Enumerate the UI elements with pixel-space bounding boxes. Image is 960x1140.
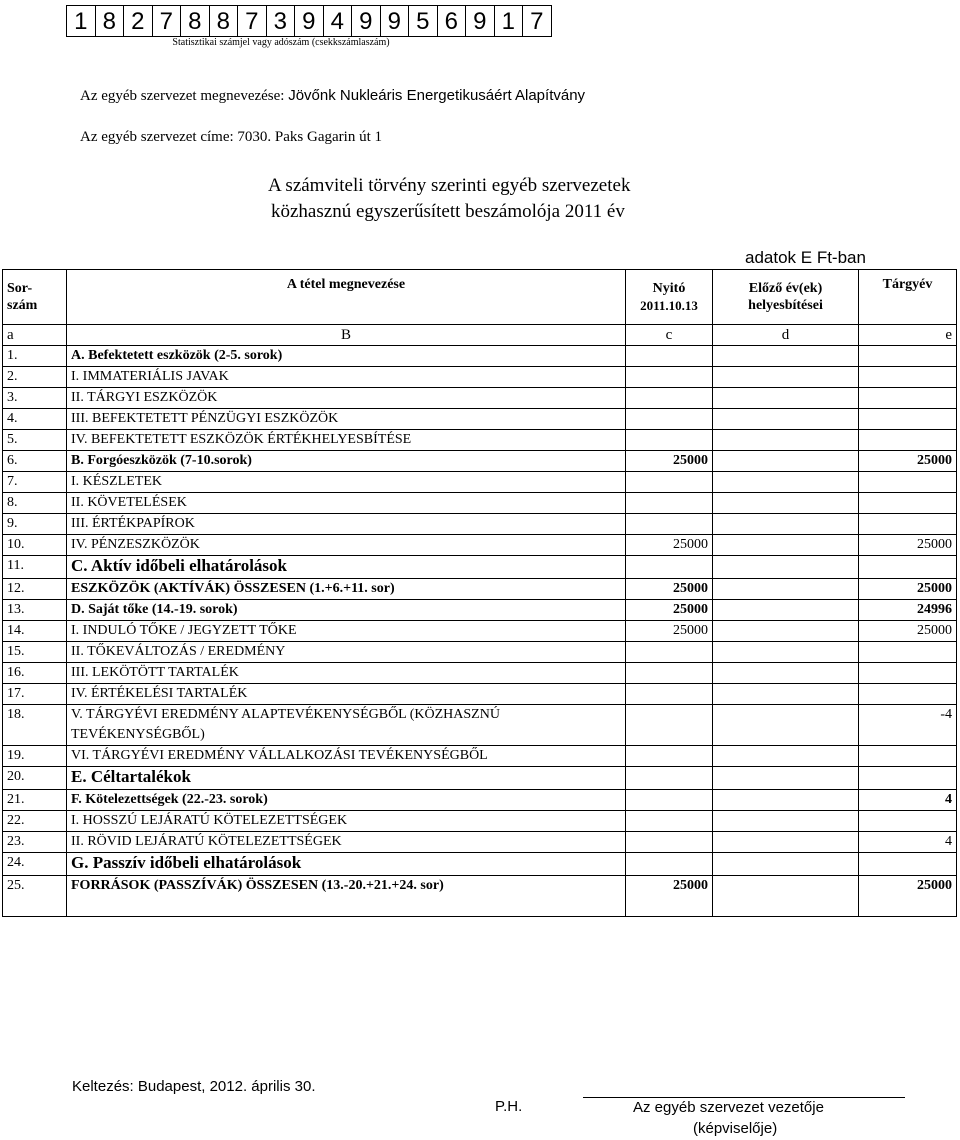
table-row <box>3 579 957 600</box>
row-number: 14. <box>3 621 67 642</box>
opening-value <box>626 346 713 367</box>
row-number: 23. <box>3 832 67 853</box>
item-name: IV. PÉNZESZKÖZÖK <box>67 535 626 556</box>
row-number: 13. <box>3 600 67 621</box>
id-digit-cell: 7 <box>153 6 182 36</box>
item-name: II. TŐKEVÁLTOZÁS / EREDMÉNY <box>67 642 626 663</box>
table-row <box>3 705 957 746</box>
table-row <box>3 514 957 535</box>
col-letter-a: a <box>3 325 67 346</box>
opening-value <box>626 663 713 684</box>
current-year-value: 25000 <box>859 579 957 600</box>
table-row <box>3 600 957 621</box>
opening-value <box>626 832 713 853</box>
row-number: 1. <box>3 346 67 367</box>
opening-value <box>626 409 713 430</box>
current-year-value <box>859 642 957 663</box>
row-number: 17. <box>3 684 67 705</box>
item-name: D. Saját tőke (14.-19. sorok) <box>67 600 626 621</box>
current-year-value <box>859 767 957 790</box>
id-digit-cell: 3 <box>267 6 296 36</box>
item-name: E. Céltartalékok <box>67 767 626 790</box>
current-year-value <box>859 684 957 705</box>
row-number: 12. <box>3 579 67 600</box>
col-letter-b: B <box>67 325 626 346</box>
row-number: 15. <box>3 642 67 663</box>
statistical-number-label: Statisztikai számjel vagy adószám (csekkszámlaszám) <box>172 37 390 48</box>
corrections-value <box>713 493 859 514</box>
table-row <box>3 493 957 514</box>
opening-value <box>626 493 713 514</box>
header-opening <box>626 270 713 325</box>
row-number: 5. <box>3 430 67 451</box>
org-name: Jövőnk Nukleáris Energetikusáért Alapítvány <box>288 87 586 104</box>
opening-value <box>626 556 713 579</box>
signature-line <box>583 1097 905 1098</box>
row-number: 25. <box>3 876 67 917</box>
table-row <box>3 790 957 811</box>
item-name: B. Forgóeszközök (7-10.sorok) <box>67 451 626 472</box>
item-name: I. IMMATERIÁLIS JAVAK <box>67 367 626 388</box>
opening-value: 25000 <box>626 600 713 621</box>
table-row <box>3 746 957 767</box>
corrections-value <box>713 705 859 746</box>
table-row <box>3 853 957 876</box>
col-letter-e: e <box>859 325 957 346</box>
table-row <box>3 876 957 917</box>
item-name: FORRÁSOK (PASSZÍVÁK) ÖSSZESEN (13.-20.+21.+24. sor) <box>67 876 626 917</box>
id-digit-cell: 9 <box>352 6 381 36</box>
balance-table <box>2 269 957 917</box>
corrections-value <box>713 535 859 556</box>
opening-value <box>626 388 713 409</box>
current-year-value <box>859 430 957 451</box>
row-number: 22. <box>3 811 67 832</box>
opening-value <box>626 367 713 388</box>
header-current-year: Tárgyév <box>859 270 957 325</box>
row-number: 19. <box>3 746 67 767</box>
header-row-number-line1: Sor- <box>7 281 33 296</box>
current-year-value <box>859 853 957 876</box>
org-name-label: Az egyéb szervezet megnevezése: <box>80 88 285 104</box>
item-name: G. Passzív időbeli elhatárolások <box>67 853 626 876</box>
row-number: 4. <box>3 409 67 430</box>
id-digit-cell: 7 <box>238 6 267 36</box>
opening-value <box>626 746 713 767</box>
current-year-value <box>859 556 957 579</box>
id-digit-cell: 8 <box>96 6 125 36</box>
current-year-value <box>859 409 957 430</box>
id-digit-cell: 7 <box>530 8 544 35</box>
corrections-value <box>713 556 859 579</box>
id-digit-cell: 1 <box>67 6 96 36</box>
statistical-number-grid <box>66 5 552 37</box>
table-row <box>3 409 957 430</box>
item-name: C. Aktív időbeli elhatárolások <box>67 556 626 579</box>
col-letter-d: d <box>713 325 859 346</box>
table-row <box>3 472 957 493</box>
item-name: I. KÉSZLETEK <box>67 472 626 493</box>
row-number: 7. <box>3 472 67 493</box>
opening-value: 25000 <box>626 535 713 556</box>
table-row <box>3 767 957 790</box>
current-year-value <box>859 346 957 367</box>
opening-value <box>626 767 713 790</box>
item-name: II. RÖVID LEJÁRATÚ KÖTELEZETTSÉGEK <box>67 832 626 853</box>
org-name-line <box>80 87 585 105</box>
corrections-value <box>713 600 859 621</box>
opening-value: 25000 <box>626 621 713 642</box>
corrections-value <box>713 451 859 472</box>
row-number: 9. <box>3 514 67 535</box>
id-digit-cell: 1 <box>495 6 524 36</box>
table-row <box>3 621 957 642</box>
id-digit-cell: 2 <box>124 6 153 36</box>
current-year-value: 24996 <box>859 600 957 621</box>
current-year-value: 4 <box>859 832 957 853</box>
id-digit-cell: 9 <box>466 6 495 36</box>
item-name: IV. ÉRTÉKELÉSI TARTALÉK <box>67 684 626 705</box>
header-item-name: A tétel megnevezése <box>67 270 626 325</box>
current-year-value: 4 <box>859 790 957 811</box>
current-year-value <box>859 514 957 535</box>
opening-value <box>626 472 713 493</box>
table-row <box>3 811 957 832</box>
item-name: A. Befektetett eszközök (2-5. sorok) <box>67 346 626 367</box>
table-row <box>3 663 957 684</box>
opening-value <box>626 514 713 535</box>
corrections-value <box>713 514 859 535</box>
current-year-value: 25000 <box>859 876 957 917</box>
current-year-value <box>859 472 957 493</box>
corrections-value <box>713 430 859 451</box>
item-name: I. INDULÓ TŐKE / JEGYZETT TŐKE <box>67 621 626 642</box>
corrections-value <box>713 876 859 917</box>
id-digit-cell: 4 <box>324 6 353 36</box>
row-number: 3. <box>3 388 67 409</box>
row-number: 24. <box>3 853 67 876</box>
corrections-value <box>713 388 859 409</box>
row-number: 16. <box>3 663 67 684</box>
corrections-value <box>713 767 859 790</box>
corrections-value <box>713 663 859 684</box>
item-name: I. HOSSZÚ LEJÁRATÚ KÖTELEZETTSÉGEK <box>67 811 626 832</box>
corrections-value <box>713 853 859 876</box>
table-row <box>3 642 957 663</box>
corrections-value <box>713 409 859 430</box>
corrections-value <box>713 472 859 493</box>
corrections-value <box>713 579 859 600</box>
current-year-value <box>859 663 957 684</box>
corrections-value <box>713 832 859 853</box>
org-address-line <box>80 129 382 146</box>
row-number: 6. <box>3 451 67 472</box>
current-year-value: -4 <box>859 705 957 746</box>
item-name: II. KÖVETELÉSEK <box>67 493 626 514</box>
current-year-value <box>859 746 957 767</box>
corrections-value <box>713 367 859 388</box>
id-digit-cell: 9 <box>295 6 324 36</box>
current-year-value <box>859 811 957 832</box>
table-row <box>3 535 957 556</box>
org-address-label: Az egyéb szervezet címe: <box>80 129 234 145</box>
table-row <box>3 832 957 853</box>
table-row <box>3 556 957 579</box>
signatory-subtitle: (képviselője) <box>693 1120 778 1137</box>
header-corrections <box>713 270 859 325</box>
opening-value: 25000 <box>626 876 713 917</box>
corrections-value <box>713 746 859 767</box>
current-year-value: 25000 <box>859 621 957 642</box>
signatory-title: Az egyéb szervezet vezetője <box>633 1099 824 1116</box>
opening-value: 25000 <box>626 451 713 472</box>
opening-value <box>626 811 713 832</box>
current-year-value <box>859 388 957 409</box>
table-header <box>3 270 957 325</box>
opening-value <box>626 790 713 811</box>
row-number: 2. <box>3 367 67 388</box>
row-number: 11. <box>3 556 67 579</box>
item-name: III. ÉRTÉKPAPÍROK <box>67 514 626 535</box>
date-place: Keltezés: Budapest, 2012. április 30. <box>72 1078 316 1095</box>
item-name: III. BEFEKTETETT PÉNZÜGYI ESZKÖZÖK <box>67 409 626 430</box>
header-row-number <box>3 270 67 325</box>
corrections-value <box>713 684 859 705</box>
item-name: III. LEKÖTÖTT TARTALÉK <box>67 663 626 684</box>
id-digit-cell: 5 <box>409 6 438 36</box>
id-digit-cell: 9 <box>381 6 410 36</box>
corrections-value <box>713 811 859 832</box>
current-year-value <box>859 367 957 388</box>
table-row <box>3 388 957 409</box>
opening-value <box>626 853 713 876</box>
column-letters-row <box>3 325 957 346</box>
item-name: IV. BEFEKTETETT ESZKÖZÖK ÉRTÉKHELYESBÍTÉSE <box>67 430 626 451</box>
header-corrections-line2: helyesbítései <box>748 298 823 313</box>
header-opening-line1: Nyitó <box>652 280 686 296</box>
id-digit-cell: 8 <box>210 6 239 36</box>
stamp-label: P.H. <box>495 1098 523 1115</box>
col-letter-c: c <box>626 325 713 346</box>
current-year-value <box>859 493 957 514</box>
table-row <box>3 451 957 472</box>
report-title-line1: A számviteli törvény szerinti egyéb szervezetek <box>268 175 631 196</box>
row-number: 10. <box>3 535 67 556</box>
row-number: 21. <box>3 790 67 811</box>
opening-value <box>626 684 713 705</box>
header-row-number-line2: szám <box>7 298 38 313</box>
id-digit-cell: 8 <box>181 6 210 36</box>
table-row <box>3 346 957 367</box>
current-year-value: 25000 <box>859 535 957 556</box>
table-row <box>3 430 957 451</box>
corrections-value <box>713 642 859 663</box>
row-number: 20. <box>3 767 67 790</box>
header-opening-line2: 2011.10.13 <box>640 297 698 313</box>
report-title-line2: közhasznú egyszerűsített beszámolója 2011 év <box>271 201 625 222</box>
item-name: V. TÁRGYÉVI EREDMÉNY ALAPTEVÉKENYSÉGBŐL (KÖZHASZNÚ TEVÉKENYSÉGBŐL) <box>67 705 626 746</box>
corrections-value <box>713 346 859 367</box>
item-name: F. Kötelezettségek (22.-23. sorok) <box>67 790 626 811</box>
opening-value <box>626 642 713 663</box>
opening-value: 25000 <box>626 579 713 600</box>
table-row <box>3 367 957 388</box>
corrections-value <box>713 790 859 811</box>
row-number: 8. <box>3 493 67 514</box>
header-corrections-line1: Előző év(ek) <box>748 281 823 296</box>
corrections-value <box>713 621 859 642</box>
item-name: II. TÁRGYI ESZKÖZÖK <box>67 388 626 409</box>
table-row <box>3 684 957 705</box>
id-digit-cell: 6 <box>438 6 467 36</box>
current-year-value: 25000 <box>859 451 957 472</box>
opening-value <box>626 430 713 451</box>
row-number: 18. <box>3 705 67 746</box>
unit-label: adatok E Ft-ban <box>745 248 866 267</box>
item-name: ESZKÖZÖK (AKTÍVÁK) ÖSSZESEN (1.+6.+11. sor) <box>67 579 626 600</box>
org-address: 7030. Paks Gagarin út 1 <box>237 129 382 145</box>
opening-value <box>626 705 713 746</box>
item-name: VI. TÁRGYÉVI EREDMÉNY VÁLLALKOZÁSI TEVÉKENYSÉGBŐL <box>67 746 626 767</box>
